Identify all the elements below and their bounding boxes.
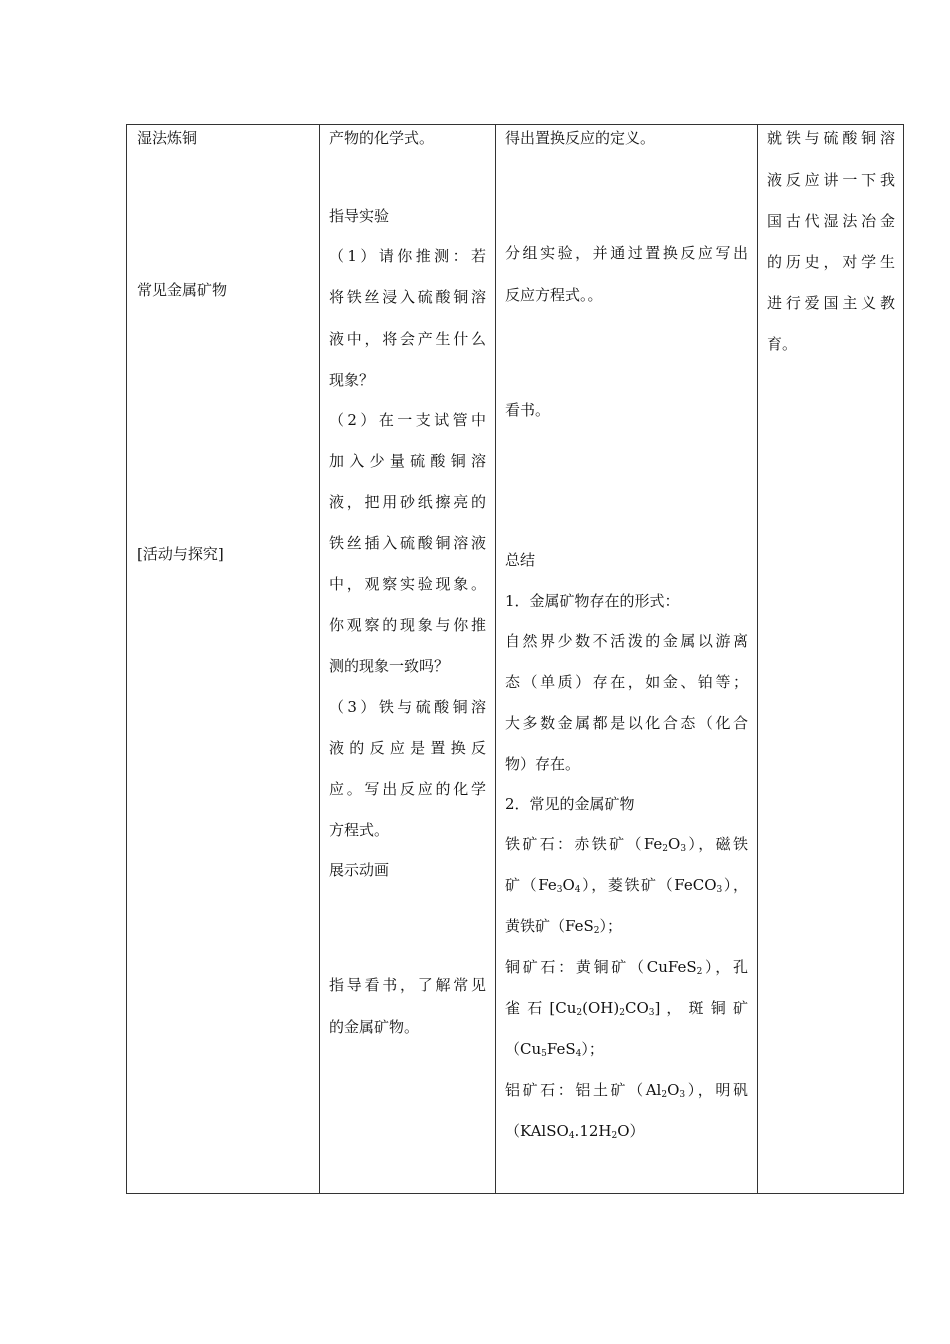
student-line: 大多数金属都是以化合态（化合 (505, 714, 748, 732)
teacher-line: （2）在一支试管中 (329, 411, 486, 429)
teacher-line: 液，把用砂纸擦亮的 (329, 493, 486, 511)
teacher-line: 应。写出反应的化学 (329, 780, 486, 798)
mineral-line: 矿$(Fe_3O_4)$，菱铁矿（FeCO$_3$）， (505, 876, 748, 895)
teacher-line: 铁丝插入硫酸铜溶液 (329, 534, 486, 552)
topic-activity: [活动与探究] (137, 545, 224, 563)
teacher-line: 展示动画 (329, 861, 390, 879)
teacher-line: 测的现象一致吗？ (329, 657, 450, 675)
student-line: 2．常见的金属矿物 (505, 795, 635, 813)
teacher-line: 液的反应是置换反 (329, 739, 486, 757)
intent-line: 液反应讲一下我 (767, 171, 895, 189)
teacher-line: 你观察的现象与你推 (329, 616, 486, 634)
teacher-line: （3）铁与硫酸铜溶 (329, 698, 486, 716)
column-topic (127, 125, 320, 1193)
student-line: 总结 (505, 551, 536, 569)
student-line: 反应方程式。。 (505, 286, 603, 304)
teacher-line: 液中，将会产生什么 (329, 330, 486, 348)
teacher-line: 将铁丝浸入硫酸铜溶 (329, 288, 486, 306)
column-student (496, 125, 758, 1193)
mineral-line: 铜矿石：黄铜矿（CuFeS$_2$），孔 (505, 958, 748, 977)
mineral-line: $(KAlSO_4.12H_2O)$ (505, 1122, 645, 1141)
student-line: 物）存在。 (505, 755, 581, 773)
lesson-table (126, 124, 904, 1194)
teacher-line: 指导看书，了解常见 (329, 976, 486, 994)
teacher-line: （1）请你推测：若 (329, 247, 486, 265)
mineral-line: $(Cu_5FeS_4)$； (505, 1040, 604, 1059)
intent-line: 国古代湿法冶金 (767, 212, 895, 230)
teacher-line: 指导实验 (329, 207, 390, 225)
student-line: 得出置换反应的定义。 (505, 129, 656, 147)
column-design-intent (758, 125, 905, 1193)
mineral-line: 黄铁矿（FeS$_2$）； (505, 917, 622, 936)
mineral-line: 铝矿石：铝土矿$(Al_2O_3)$，明矾 (505, 1081, 748, 1100)
teacher-line: 的金属矿物。 (329, 1018, 420, 1036)
column-teacher (320, 125, 496, 1193)
teacher-line: 产物的化学式。 (329, 129, 435, 147)
student-line: 态（单质）存在，如金、铂等； (505, 673, 748, 691)
student-line: 看书。 (505, 401, 551, 419)
teacher-line: 中，观察实验现象。 (329, 575, 486, 593)
topic-metal-minerals: 常见金属矿物 (137, 281, 228, 299)
mineral-line: 铁矿石：赤铁矿$(Fe_2O_3)$，磁铁 (505, 835, 748, 854)
intent-line: 进行爱国主义教 (767, 294, 895, 312)
intent-line: 的历史，对学生 (767, 253, 895, 271)
student-line: 自然界少数不活泼的金属以游离 (505, 632, 748, 650)
teacher-line: 现象？ (329, 371, 375, 389)
teacher-line: 方程式。 (329, 821, 390, 839)
student-line: 1．金属矿物存在的形式： (505, 592, 680, 610)
mineral-line: 雀 石 $[Cu_2(OH)_2CO_3]$ ， 斑 铜 矿 (505, 999, 748, 1018)
student-line: 分组实验，并通过置换反应写出 (505, 244, 748, 262)
intent-line: 育。 (767, 335, 798, 353)
intent-line: 就铁与硫酸铜溶 (767, 129, 895, 147)
teacher-line: 加入少量硫酸铜溶 (329, 452, 486, 470)
topic-wet-copper: 湿法炼铜 (137, 129, 198, 147)
